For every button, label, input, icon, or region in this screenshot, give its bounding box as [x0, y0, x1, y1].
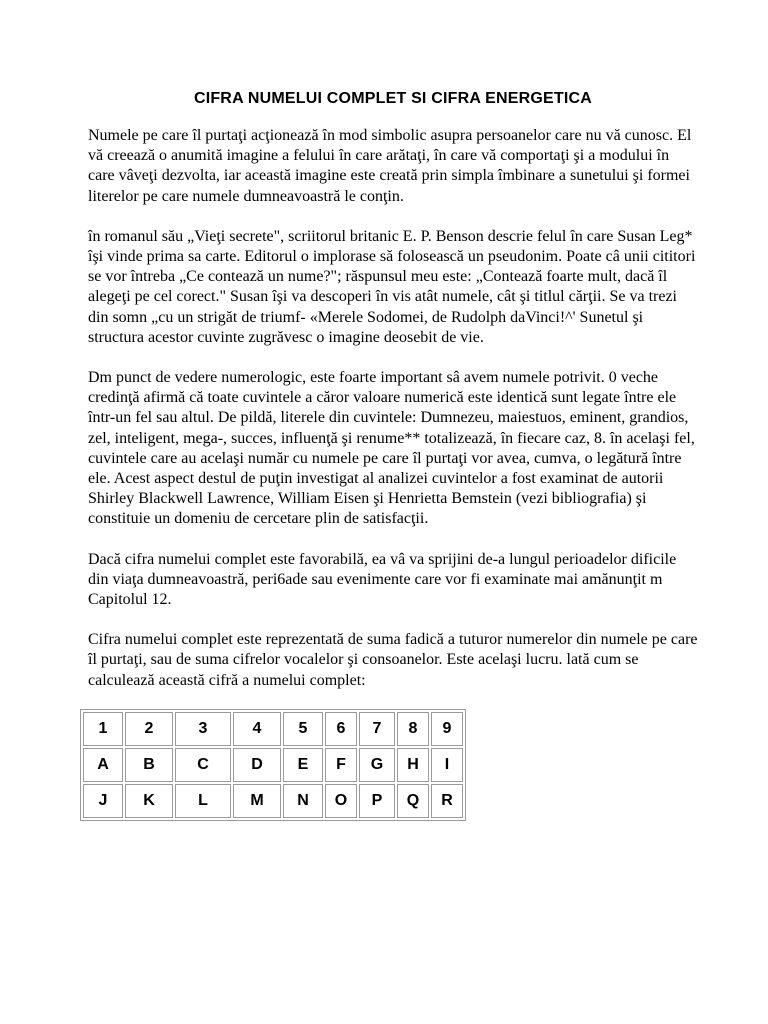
table-cell: E	[283, 748, 323, 782]
paragraph-favorable: Dacă cifra numelui complet este favorabilă, ea vâ va sprijini de-a lungul perioadelor dificile din viaţa dumneavoastră, peri6ade sau evenimente care vor fi examinate mai amănunţit m Capitolul 12.	[88, 550, 677, 609]
paragraph-benson: în romanul său „Vieţi secrete", scriitorul britanic E. P. Benson descrie felul în care Susan Leg* îşi vinde prima sa carte. Editorul o implorase să folosească un pseudonim. Poate câ unii cititori se vor întreba „Ce contează un nume?"; răspunsul meu este: „Contează foarte mult, dacă îl alegeţi pe cel corect." Susan îşi va descoperi în vis atât numele, cât şi titlul cărţii. Se va trezi din somn „cu un strigăt de triumf- «Merele Sodomei, de Rudolph daVinci!^' Sunetul şi structura acestor cuvinte zugrăvesc o imagine deosebit de vie.	[88, 227, 696, 346]
table-cell: 3	[175, 712, 231, 746]
table-cell: N	[283, 784, 323, 818]
paragraph-numerology: Dm punct de vedere numerologic, este foarte important sâ avem numele potrivit. 0 veche credinţă afirmă că toate cuvintele a căror valoare numerică este identică sunt legate între ele într-un fel sau altul. De pildă, literele din cuvintele: Dumnezeu, maiestuos, eminent, grandios, zel, inteligent, mega-, succes, influenţă şi renume** totalizează, în fiecare caz, 8. în acelaşi fel, cuvintele care au acelaşi număr cu numele pe care îl purtaţi vor avea, cumva, o legătură între ele. Acest aspect destul de puţin investigat al analizei cuvintelor a fost examinat de autorii Shirley Blackwell Lawrence, William Eisen şi Henrietta Bemstein (vezi bibliografia) şi constituie un domeniu de cercetare plin de satisfacţii.	[88, 369, 695, 528]
table-cell: P	[359, 784, 395, 818]
document-page	[88, 90, 698, 821]
table-cell: I	[431, 748, 463, 782]
table-cell: Q	[397, 784, 429, 818]
table-cell: K	[125, 784, 173, 818]
letter-number-table	[80, 709, 466, 821]
table-cell: 1	[83, 712, 123, 746]
paragraph-intro: Numele pe care îl purtaţi acţionează în mod simbolic asupra persoanelor care nu vă cunosc. El vă creează o anumită imagine a felului în care arătaţi, în care vă comportaţi şi a modului în care vâveţi dezvolta, iar această imagine este creată prin simpla îmbinare a sunetului şi formei literelor pe care numele dumneavoastră le conţin.	[88, 127, 692, 205]
table-cell: 6	[325, 712, 357, 746]
table-cell: 7	[359, 712, 395, 746]
table-cell: F	[325, 748, 357, 782]
table-cell: 4	[233, 712, 281, 746]
table-cell: B	[125, 748, 173, 782]
table-row	[83, 784, 463, 818]
table-cell: R	[431, 784, 463, 818]
table-cell: O	[325, 784, 357, 818]
table-cell: 8	[397, 712, 429, 746]
table-cell: 5	[283, 712, 323, 746]
table-row	[83, 712, 463, 746]
table-cell: M	[233, 784, 281, 818]
table-cell: J	[83, 784, 123, 818]
table-cell: H	[397, 748, 429, 782]
table-cell: A	[83, 748, 123, 782]
table-cell: C	[175, 748, 231, 782]
table-cell: 2	[125, 712, 173, 746]
table-body	[83, 712, 463, 818]
table-cell: G	[359, 748, 395, 782]
table-cell: L	[175, 784, 231, 818]
paragraph-calculation: Cifra numelui complet este reprezentată de suma fadică a tuturor numerelor din numele pe care îl purtaţi, sau de suma cifrelor vocalelor şi consoanelor. Este acelaşi lucru. lată cum se calculează această cifră a numelui complet:	[88, 631, 698, 689]
table-cell: D	[233, 748, 281, 782]
table-cell: 9	[431, 712, 463, 746]
table-row	[83, 748, 463, 782]
document-title: CIFRA NUMELUI COMPLET SI CIFRA ENERGETICA	[193, 90, 593, 107]
